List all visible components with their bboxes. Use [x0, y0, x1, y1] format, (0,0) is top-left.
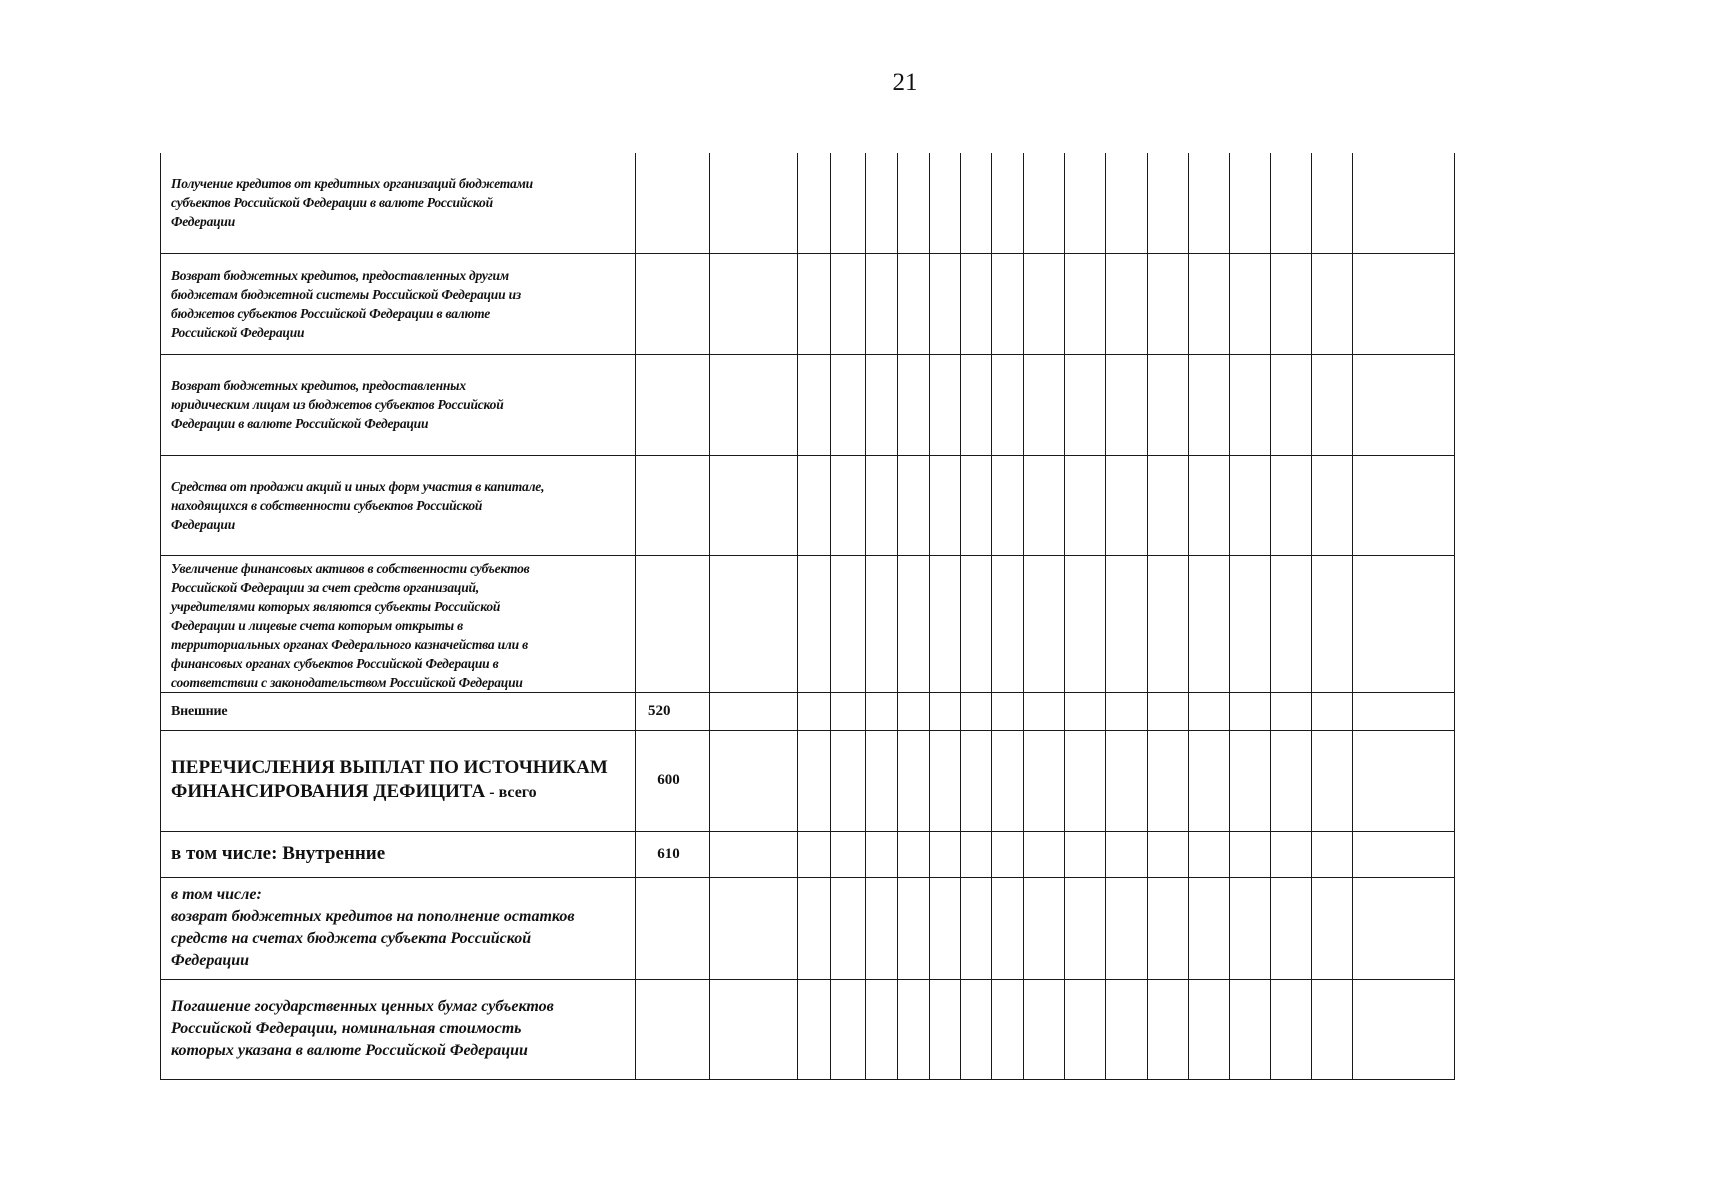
value-cell	[1189, 831, 1230, 877]
value-cell	[1353, 354, 1455, 455]
value-cell	[961, 730, 992, 831]
value-cell	[992, 877, 1024, 979]
value-cell	[1065, 253, 1106, 354]
value-cell	[1230, 354, 1271, 455]
row-code	[636, 555, 710, 692]
value-cell	[831, 877, 866, 979]
value-cell	[1230, 555, 1271, 692]
value-cell	[898, 979, 930, 1079]
value-cell	[898, 555, 930, 692]
value-cell	[898, 253, 930, 354]
value-cell	[1148, 253, 1189, 354]
row-code	[636, 253, 710, 354]
table-row	[161, 831, 1455, 877]
value-cell	[930, 831, 961, 877]
value-cell	[1106, 877, 1148, 979]
value-cell	[1024, 555, 1065, 692]
value-cell	[1024, 877, 1065, 979]
value-cell	[930, 730, 961, 831]
value-cell	[1353, 730, 1455, 831]
row-description: в том числе: Внутренние	[161, 831, 636, 877]
page-number: 21	[892, 69, 918, 96]
value-cell	[1353, 455, 1455, 555]
row-code	[636, 877, 710, 979]
value-cell	[1353, 253, 1455, 354]
value-cell	[961, 555, 992, 692]
value-cell	[1065, 877, 1106, 979]
value-cell	[898, 153, 930, 253]
value-cell	[866, 877, 898, 979]
value-cell	[1148, 831, 1189, 877]
row-code: 600	[636, 730, 710, 831]
value-cell	[961, 692, 992, 730]
value-cell	[1312, 354, 1353, 455]
value-cell	[961, 455, 992, 555]
table-row	[161, 555, 1455, 692]
value-cell	[1271, 831, 1312, 877]
value-cell	[710, 730, 798, 831]
value-cell	[1271, 979, 1312, 1079]
value-cell	[1189, 730, 1230, 831]
table-row	[161, 253, 1455, 354]
value-cell	[710, 555, 798, 692]
budget-sources-table-sheet	[160, 153, 1428, 1079]
value-cell	[992, 253, 1024, 354]
value-cell	[1065, 555, 1106, 692]
value-cell	[961, 354, 992, 455]
value-cell	[1148, 555, 1189, 692]
value-cell	[1189, 555, 1230, 692]
row-description: Возврат бюджетных кредитов, предоставленных другим бюджетам бюджетной системы Российской Федерации из бюджетов субъектов Российской Федерации в валюте Российской Федерации	[161, 253, 636, 354]
value-cell	[930, 153, 961, 253]
value-cell	[1065, 979, 1106, 1079]
value-cell	[1271, 692, 1312, 730]
row-description: Погашение государственных ценных бумаг субъектов Российской Федерации, номинальная стоимость которых указана в валюте Российской Федерации	[161, 979, 636, 1079]
value-cell	[1148, 692, 1189, 730]
value-cell	[1271, 253, 1312, 354]
value-cell	[831, 253, 866, 354]
value-cell	[831, 354, 866, 455]
value-cell	[1148, 354, 1189, 455]
value-cell	[1065, 354, 1106, 455]
value-cell	[898, 455, 930, 555]
value-cell	[798, 253, 831, 354]
value-cell	[992, 455, 1024, 555]
value-cell	[992, 979, 1024, 1079]
value-cell	[866, 253, 898, 354]
value-cell	[1065, 730, 1106, 831]
value-cell	[831, 555, 866, 692]
row-code: 520	[636, 692, 710, 730]
value-cell	[1312, 692, 1353, 730]
value-cell	[1271, 153, 1312, 253]
value-cell	[1065, 692, 1106, 730]
value-cell	[866, 692, 898, 730]
value-cell	[710, 831, 798, 877]
value-cell	[1106, 730, 1148, 831]
value-cell	[992, 153, 1024, 253]
value-cell	[866, 831, 898, 877]
value-cell	[710, 692, 798, 730]
value-cell	[866, 555, 898, 692]
value-cell	[1024, 153, 1065, 253]
value-cell	[1353, 692, 1455, 730]
value-cell	[1065, 153, 1106, 253]
value-cell	[1230, 730, 1271, 831]
row-description: Получение кредитов от кредитных организаций бюджетами субъектов Российской Федерации в валюте Российской Федерации	[161, 153, 636, 253]
value-cell	[1106, 153, 1148, 253]
value-cell	[1189, 153, 1230, 253]
table-row	[161, 730, 1455, 831]
value-cell	[831, 979, 866, 1079]
value-cell	[798, 354, 831, 455]
value-cell	[798, 153, 831, 253]
row-description: Средства от продажи акций и иных форм участия в капитале, находящихся в собственности субъектов Российской Федерации	[161, 455, 636, 555]
value-cell	[1230, 253, 1271, 354]
table-row	[161, 455, 1455, 555]
value-cell	[831, 730, 866, 831]
value-cell	[798, 455, 831, 555]
value-cell	[866, 153, 898, 253]
row-code	[636, 354, 710, 455]
value-cell	[710, 354, 798, 455]
value-cell	[1312, 455, 1353, 555]
value-cell	[1148, 455, 1189, 555]
value-cell	[1353, 877, 1455, 979]
value-cell	[1106, 555, 1148, 692]
value-cell	[961, 877, 992, 979]
budget-sources-table	[160, 153, 1455, 1080]
value-cell	[1024, 455, 1065, 555]
value-cell	[1312, 877, 1353, 979]
value-cell	[1271, 877, 1312, 979]
value-cell	[1065, 831, 1106, 877]
value-cell	[1271, 455, 1312, 555]
value-cell	[1065, 455, 1106, 555]
value-cell	[1024, 354, 1065, 455]
value-cell	[961, 831, 992, 877]
value-cell	[1189, 692, 1230, 730]
value-cell	[992, 555, 1024, 692]
value-cell	[961, 253, 992, 354]
value-cell	[1189, 877, 1230, 979]
table-row	[161, 354, 1455, 455]
value-cell	[1106, 455, 1148, 555]
value-cell	[1353, 153, 1455, 253]
value-cell	[961, 153, 992, 253]
value-cell	[798, 979, 831, 1079]
value-cell	[1106, 831, 1148, 877]
value-cell	[1189, 253, 1230, 354]
row-code: 610	[636, 831, 710, 877]
value-cell	[1106, 979, 1148, 1079]
value-cell	[1024, 730, 1065, 831]
value-cell	[831, 455, 866, 555]
value-cell	[1312, 730, 1353, 831]
value-cell	[831, 692, 866, 730]
value-cell	[710, 253, 798, 354]
table-row	[161, 153, 1455, 253]
value-cell	[1024, 692, 1065, 730]
value-cell	[992, 831, 1024, 877]
value-cell	[1230, 831, 1271, 877]
row-description: Увеличение финансовых активов в собственности субъектов Российской Федерации за счет средств организаций, учредителями которых являются субъекты Российской Федерации и лицевые счета которым открыты в территориальных органах Федерального казначейства или в финансовых органах субъектов Российской Федерации в соответствии с законодательством Российской Федерации	[161, 555, 636, 692]
row-description: ПЕРЕЧИСЛЕНИЯ ВЫПЛАТ ПО ИСТОЧНИКАМ ФИНАНСИРОВАНИЯ ДЕФИЦИТА - всего	[161, 730, 636, 831]
table-row	[161, 979, 1455, 1079]
value-cell	[930, 253, 961, 354]
value-cell	[1312, 831, 1353, 877]
value-cell	[930, 877, 961, 979]
value-cell	[961, 979, 992, 1079]
value-cell	[1189, 354, 1230, 455]
value-cell	[1312, 555, 1353, 692]
value-cell	[992, 730, 1024, 831]
value-cell	[866, 354, 898, 455]
value-cell	[1106, 253, 1148, 354]
value-cell	[1271, 354, 1312, 455]
value-cell	[992, 354, 1024, 455]
value-cell	[930, 455, 961, 555]
row-description: в том числе: возврат бюджетных кредитов на пополнение остатков средств на счетах бюджета субъекта Российской Федерации	[161, 877, 636, 979]
value-cell	[930, 692, 961, 730]
value-cell	[1024, 979, 1065, 1079]
value-cell	[710, 877, 798, 979]
value-cell	[798, 555, 831, 692]
value-cell	[1312, 253, 1353, 354]
value-cell	[1024, 253, 1065, 354]
row-description: Внешние	[161, 692, 636, 730]
value-cell	[1230, 455, 1271, 555]
value-cell	[710, 979, 798, 1079]
value-cell	[1148, 730, 1189, 831]
value-cell	[1189, 455, 1230, 555]
row-description: Возврат бюджетных кредитов, предоставленных юридическим лицам из бюджетов субъектов Российской Федерации в валюте Российской Федерации	[161, 354, 636, 455]
value-cell	[992, 692, 1024, 730]
value-cell	[866, 455, 898, 555]
value-cell	[1230, 153, 1271, 253]
value-cell	[898, 831, 930, 877]
value-cell	[898, 692, 930, 730]
value-cell	[898, 730, 930, 831]
value-cell	[1353, 555, 1455, 692]
value-cell	[1312, 979, 1353, 1079]
value-cell	[898, 354, 930, 455]
value-cell	[1148, 979, 1189, 1079]
value-cell	[1189, 979, 1230, 1079]
table-row	[161, 692, 1455, 730]
row-code	[636, 979, 710, 1079]
value-cell	[1148, 153, 1189, 253]
value-cell	[866, 979, 898, 1079]
value-cell	[1353, 979, 1455, 1079]
value-cell	[798, 831, 831, 877]
value-cell	[866, 730, 898, 831]
value-cell	[1230, 877, 1271, 979]
value-cell	[898, 877, 930, 979]
value-cell	[1024, 831, 1065, 877]
value-cell	[1106, 692, 1148, 730]
value-cell	[1106, 354, 1148, 455]
value-cell	[930, 979, 961, 1079]
value-cell	[710, 455, 798, 555]
value-cell	[1353, 831, 1455, 877]
row-code	[636, 153, 710, 253]
value-cell	[1230, 692, 1271, 730]
value-cell	[1312, 153, 1353, 253]
value-cell	[798, 730, 831, 831]
value-cell	[1271, 555, 1312, 692]
value-cell	[1148, 877, 1189, 979]
value-cell	[930, 555, 961, 692]
value-cell	[930, 354, 961, 455]
value-cell	[710, 153, 798, 253]
value-cell	[1271, 730, 1312, 831]
value-cell	[798, 877, 831, 979]
value-cell	[1230, 979, 1271, 1079]
row-code	[636, 455, 710, 555]
value-cell	[831, 153, 866, 253]
table-row	[161, 877, 1455, 979]
value-cell	[831, 831, 866, 877]
value-cell	[798, 692, 831, 730]
